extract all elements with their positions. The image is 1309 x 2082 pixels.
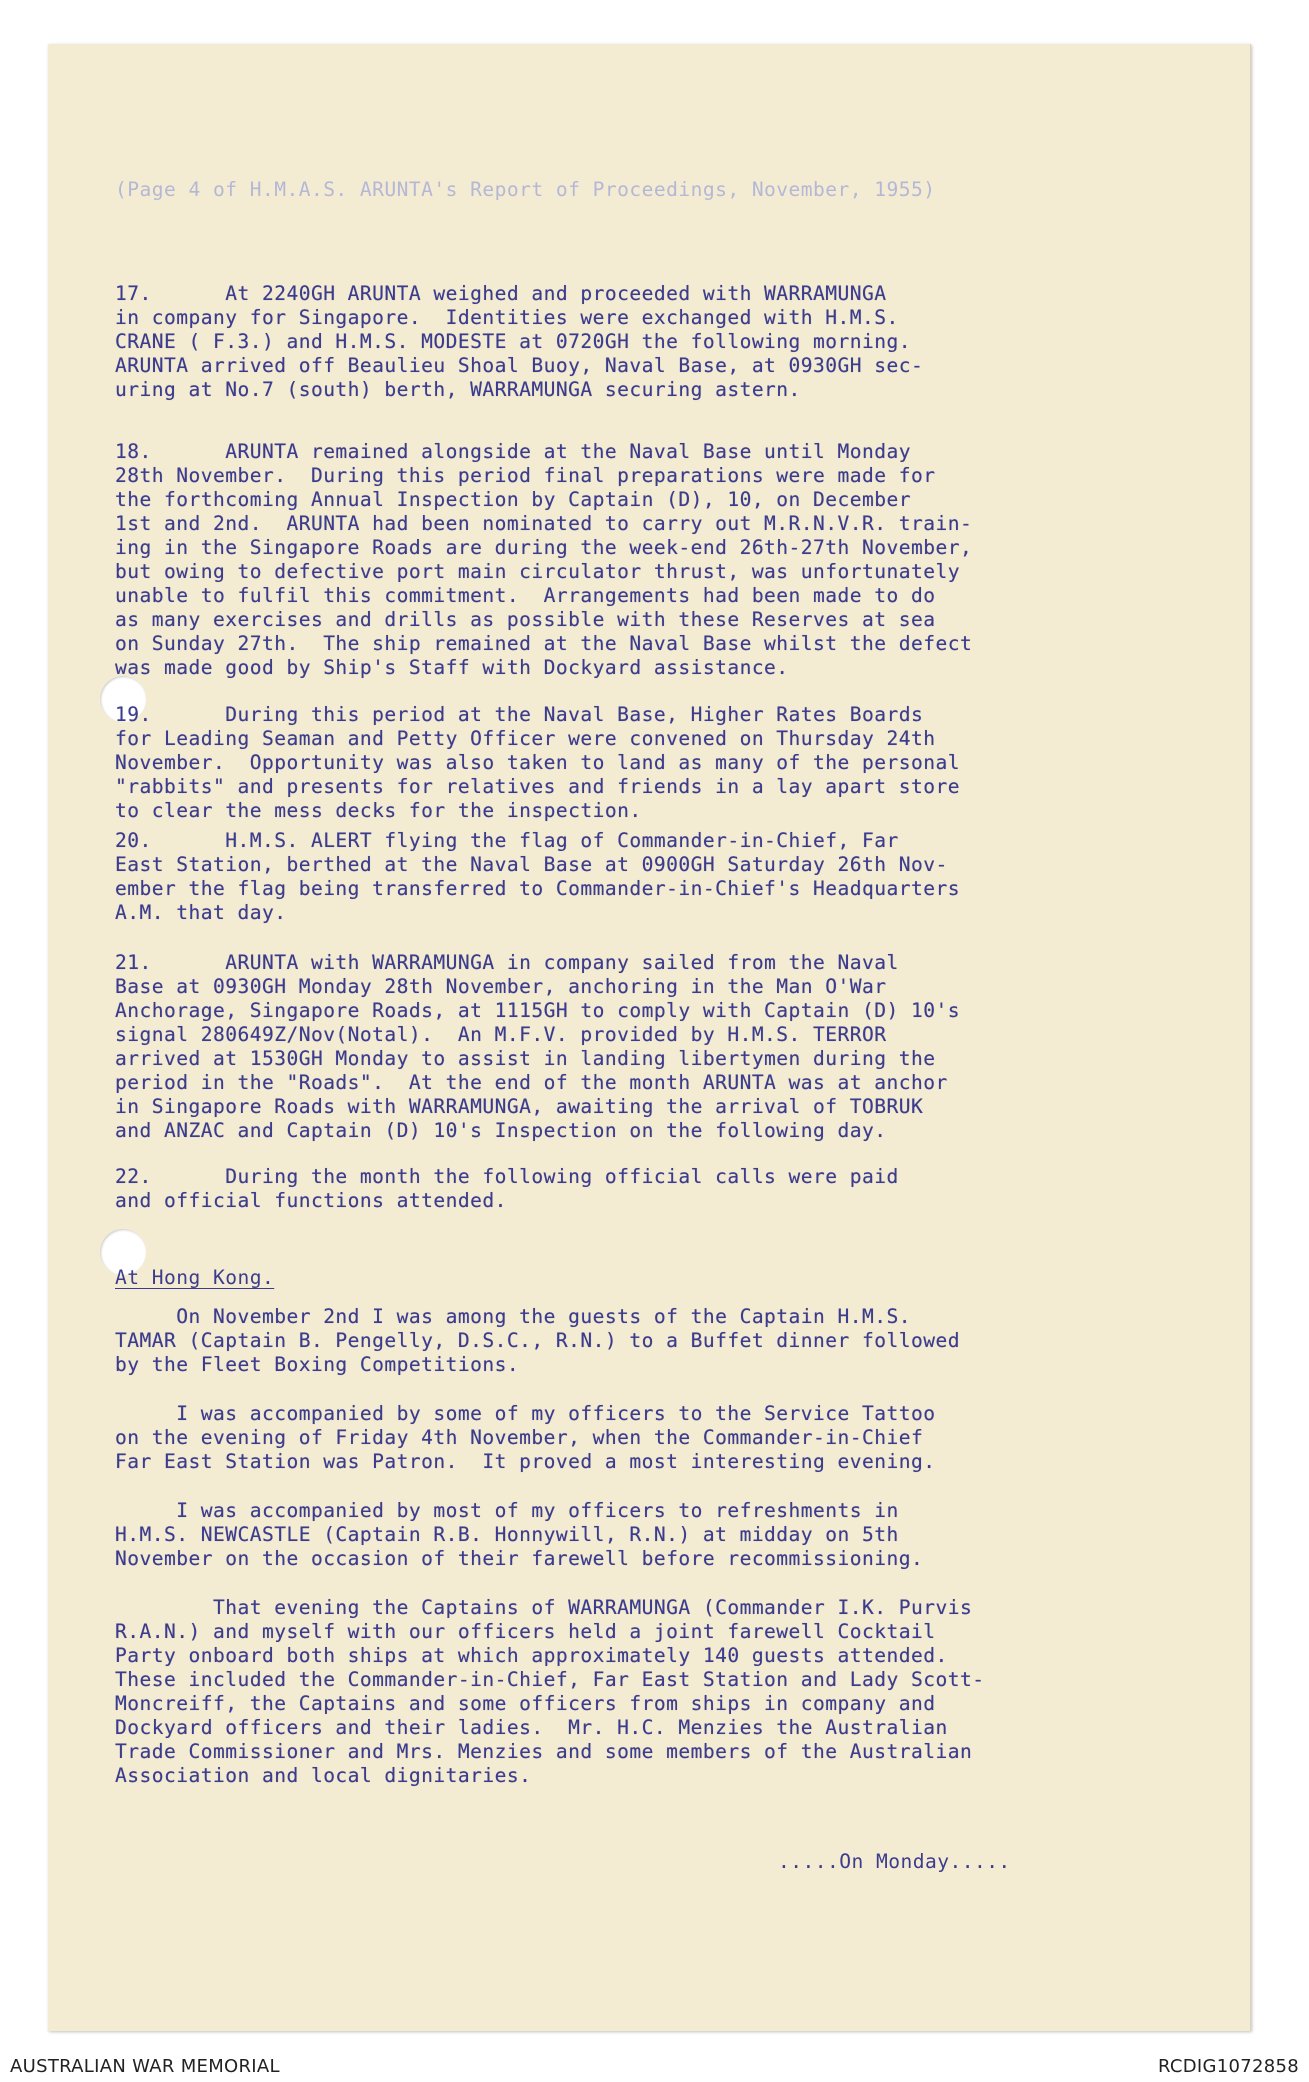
- text-line: Dockyard officers and their ladies. Mr. H.C. Menzies the Australian: [115, 1716, 948, 1739]
- paragraph-p21: [115, 951, 1195, 1143]
- text-line: Far East Station was Patron. It proved a most interesting evening.: [115, 1450, 936, 1473]
- text-line: That evening the Captains of WARRAMUNGA (Commander I.K. Purvis: [115, 1596, 973, 1619]
- paragraph-p20: [115, 829, 1195, 925]
- text-line: 22. During the month the following official calls were paid: [115, 1165, 899, 1188]
- text-line: in company for Singapore. Identities were exchanged with H.M.S.: [115, 306, 899, 329]
- text-line: and ANZAC and Captain (D) 10's Inspection on the following day.: [115, 1119, 887, 1142]
- text-line: TAMAR (Captain B. Pengelly, D.S.C., R.N.) to a Buffet dinner followed: [115, 1329, 961, 1352]
- text-line: East Station, berthed at the Naval Base at 0900GH Saturday 26th Nov-: [115, 853, 948, 876]
- text-line: in Singapore Roads with WARRAMUNGA, awaiting the arrival of TOBRUK: [115, 1095, 924, 1118]
- text-line: ember the flag being transferred to Commander-in-Chief's Headquarters: [115, 877, 961, 900]
- page-header: (Page 4 of H.M.A.S. ARUNTA's Report of Proceedings, November, 1955): [115, 178, 936, 201]
- text-line: was made good by Ship's Staff with Dockyard assistance.: [115, 656, 789, 679]
- text-line: Base at 0930GH Monday 28th November, anchoring in the Man O'War: [115, 975, 887, 998]
- text-line: Trade Commissioner and Mrs. Menzies and some members of the Australian: [115, 1740, 973, 1763]
- text-line: "rabbits" and presents for relatives and friends in a lay apart store: [115, 775, 961, 798]
- paragraph-p19: [115, 703, 1195, 823]
- paragraph-p18: [115, 440, 1195, 680]
- text-line: These included the Commander-in-Chief, Far East Station and Lady Scott-: [115, 1668, 985, 1691]
- paragraph-p17: [115, 282, 1195, 402]
- text-line: on the evening of Friday 4th November, when the Commander-in-Chief: [115, 1426, 924, 1449]
- text-line: 19. During this period at the Naval Base, Higher Rates Boards: [115, 703, 924, 726]
- text-line: Moncreiff, the Captains and some officers from ships in company and: [115, 1692, 936, 1715]
- text-line: and official functions attended.: [115, 1189, 507, 1212]
- text-line: I was accompanied by most of my officers to refreshments in: [115, 1499, 899, 1522]
- paragraph-hk2: [115, 1402, 1195, 1474]
- text-line: for Leading Seaman and Petty Officer were convened on Thursday 24th: [115, 727, 936, 750]
- text-line: by the Fleet Boxing Competitions.: [115, 1353, 520, 1376]
- text-line: 28th November. During this period final preparations were made for: [115, 464, 936, 487]
- text-line: the forthcoming Annual Inspection by Captain (D), 10, on December: [115, 488, 912, 511]
- text-line: signal 280649Z/Nov(Notal). An M.F.V. provided by H.M.S. TERROR: [115, 1023, 887, 1046]
- paragraph-hk1: [115, 1305, 1195, 1377]
- text-line: uring at No.7 (south) berth, WARRAMUNGA securing astern.: [115, 378, 801, 401]
- text-line: on Sunday 27th. The ship remained at the Naval Base whilst the defect: [115, 632, 973, 655]
- text-line: Anchorage, Singapore Roads, at 1115GH to comply with Captain (D) 10's: [115, 999, 961, 1022]
- text-line: unable to fulfil this commitment. Arrangements had been made to do: [115, 584, 936, 607]
- text-line: arrived at 1530GH Monday to assist in landing libertymen during the: [115, 1047, 936, 1070]
- text-line: R.A.N.) and myself with our officers held a joint farewell Cocktail: [115, 1620, 936, 1643]
- text-line: ing in the Singapore Roads are during the week-end 26th-27th November,: [115, 536, 973, 559]
- text-line: A.M. that day.: [115, 901, 287, 924]
- text-line: to clear the mess decks for the inspection.: [115, 799, 642, 822]
- continuation-note: .....On Monday.....: [778, 1850, 1011, 1873]
- text-line: CRANE ( F.3.) and H.M.S. MODESTE at 0720GH the following morning.: [115, 330, 912, 353]
- text-line: On November 2nd I was among the guests of the Captain H.M.S.: [115, 1305, 912, 1328]
- archive-footer: [0, 2050, 1309, 2082]
- paragraph-p22: [115, 1165, 1195, 1213]
- text-line: period in the "Roads". At the end of the month ARUNTA was at anchor: [115, 1071, 948, 1094]
- text-line: 21. ARUNTA with WARRAMUNGA in company sailed from the Naval: [115, 951, 899, 974]
- text-line: 18. ARUNTA remained alongside at the Naval Base until Monday: [115, 440, 912, 463]
- paragraph-hk3: [115, 1499, 1195, 1571]
- text-line: H.M.S. NEWCASTLE (Captain R.B. Honnywill, R.N.) at midday on 5th: [115, 1523, 899, 1546]
- text-line: November. Opportunity was also taken to land as many of the personal: [115, 751, 961, 774]
- text-line: 20. H.M.S. ALERT flying the flag of Commander-in-Chief, Far: [115, 829, 899, 852]
- paragraph-hk4: [115, 1596, 1195, 1788]
- record-id: RCDIG1072858: [1157, 2056, 1299, 2077]
- text-line: 1st and 2nd. ARUNTA had been nominated to carry out M.R.N.V.R. train-: [115, 512, 973, 535]
- text-line: but owing to defective port main circulator thrust, was unfortunately: [115, 560, 961, 583]
- text-line: I was accompanied by some of my officers to the Service Tattoo: [115, 1402, 936, 1425]
- section-heading: At Hong Kong.: [115, 1266, 275, 1289]
- text-line: 17. At 2240GH ARUNTA weighed and proceeded with WARRAMUNGA: [115, 282, 887, 305]
- institution-label: AUSTRALIAN WAR MEMORIAL: [10, 2056, 280, 2077]
- text-line: November on the occasion of their farewell before recommissioning.: [115, 1547, 924, 1570]
- text-line: ARUNTA arrived off Beaulieu Shoal Buoy, Naval Base, at 0930GH sec-: [115, 354, 924, 377]
- text-line: as many exercises and drills as possible with these Reserves at sea: [115, 608, 936, 631]
- text-line: Party onboard both ships at which approximately 140 guests attended.: [115, 1644, 948, 1667]
- text-line: Association and local dignitaries.: [115, 1764, 532, 1787]
